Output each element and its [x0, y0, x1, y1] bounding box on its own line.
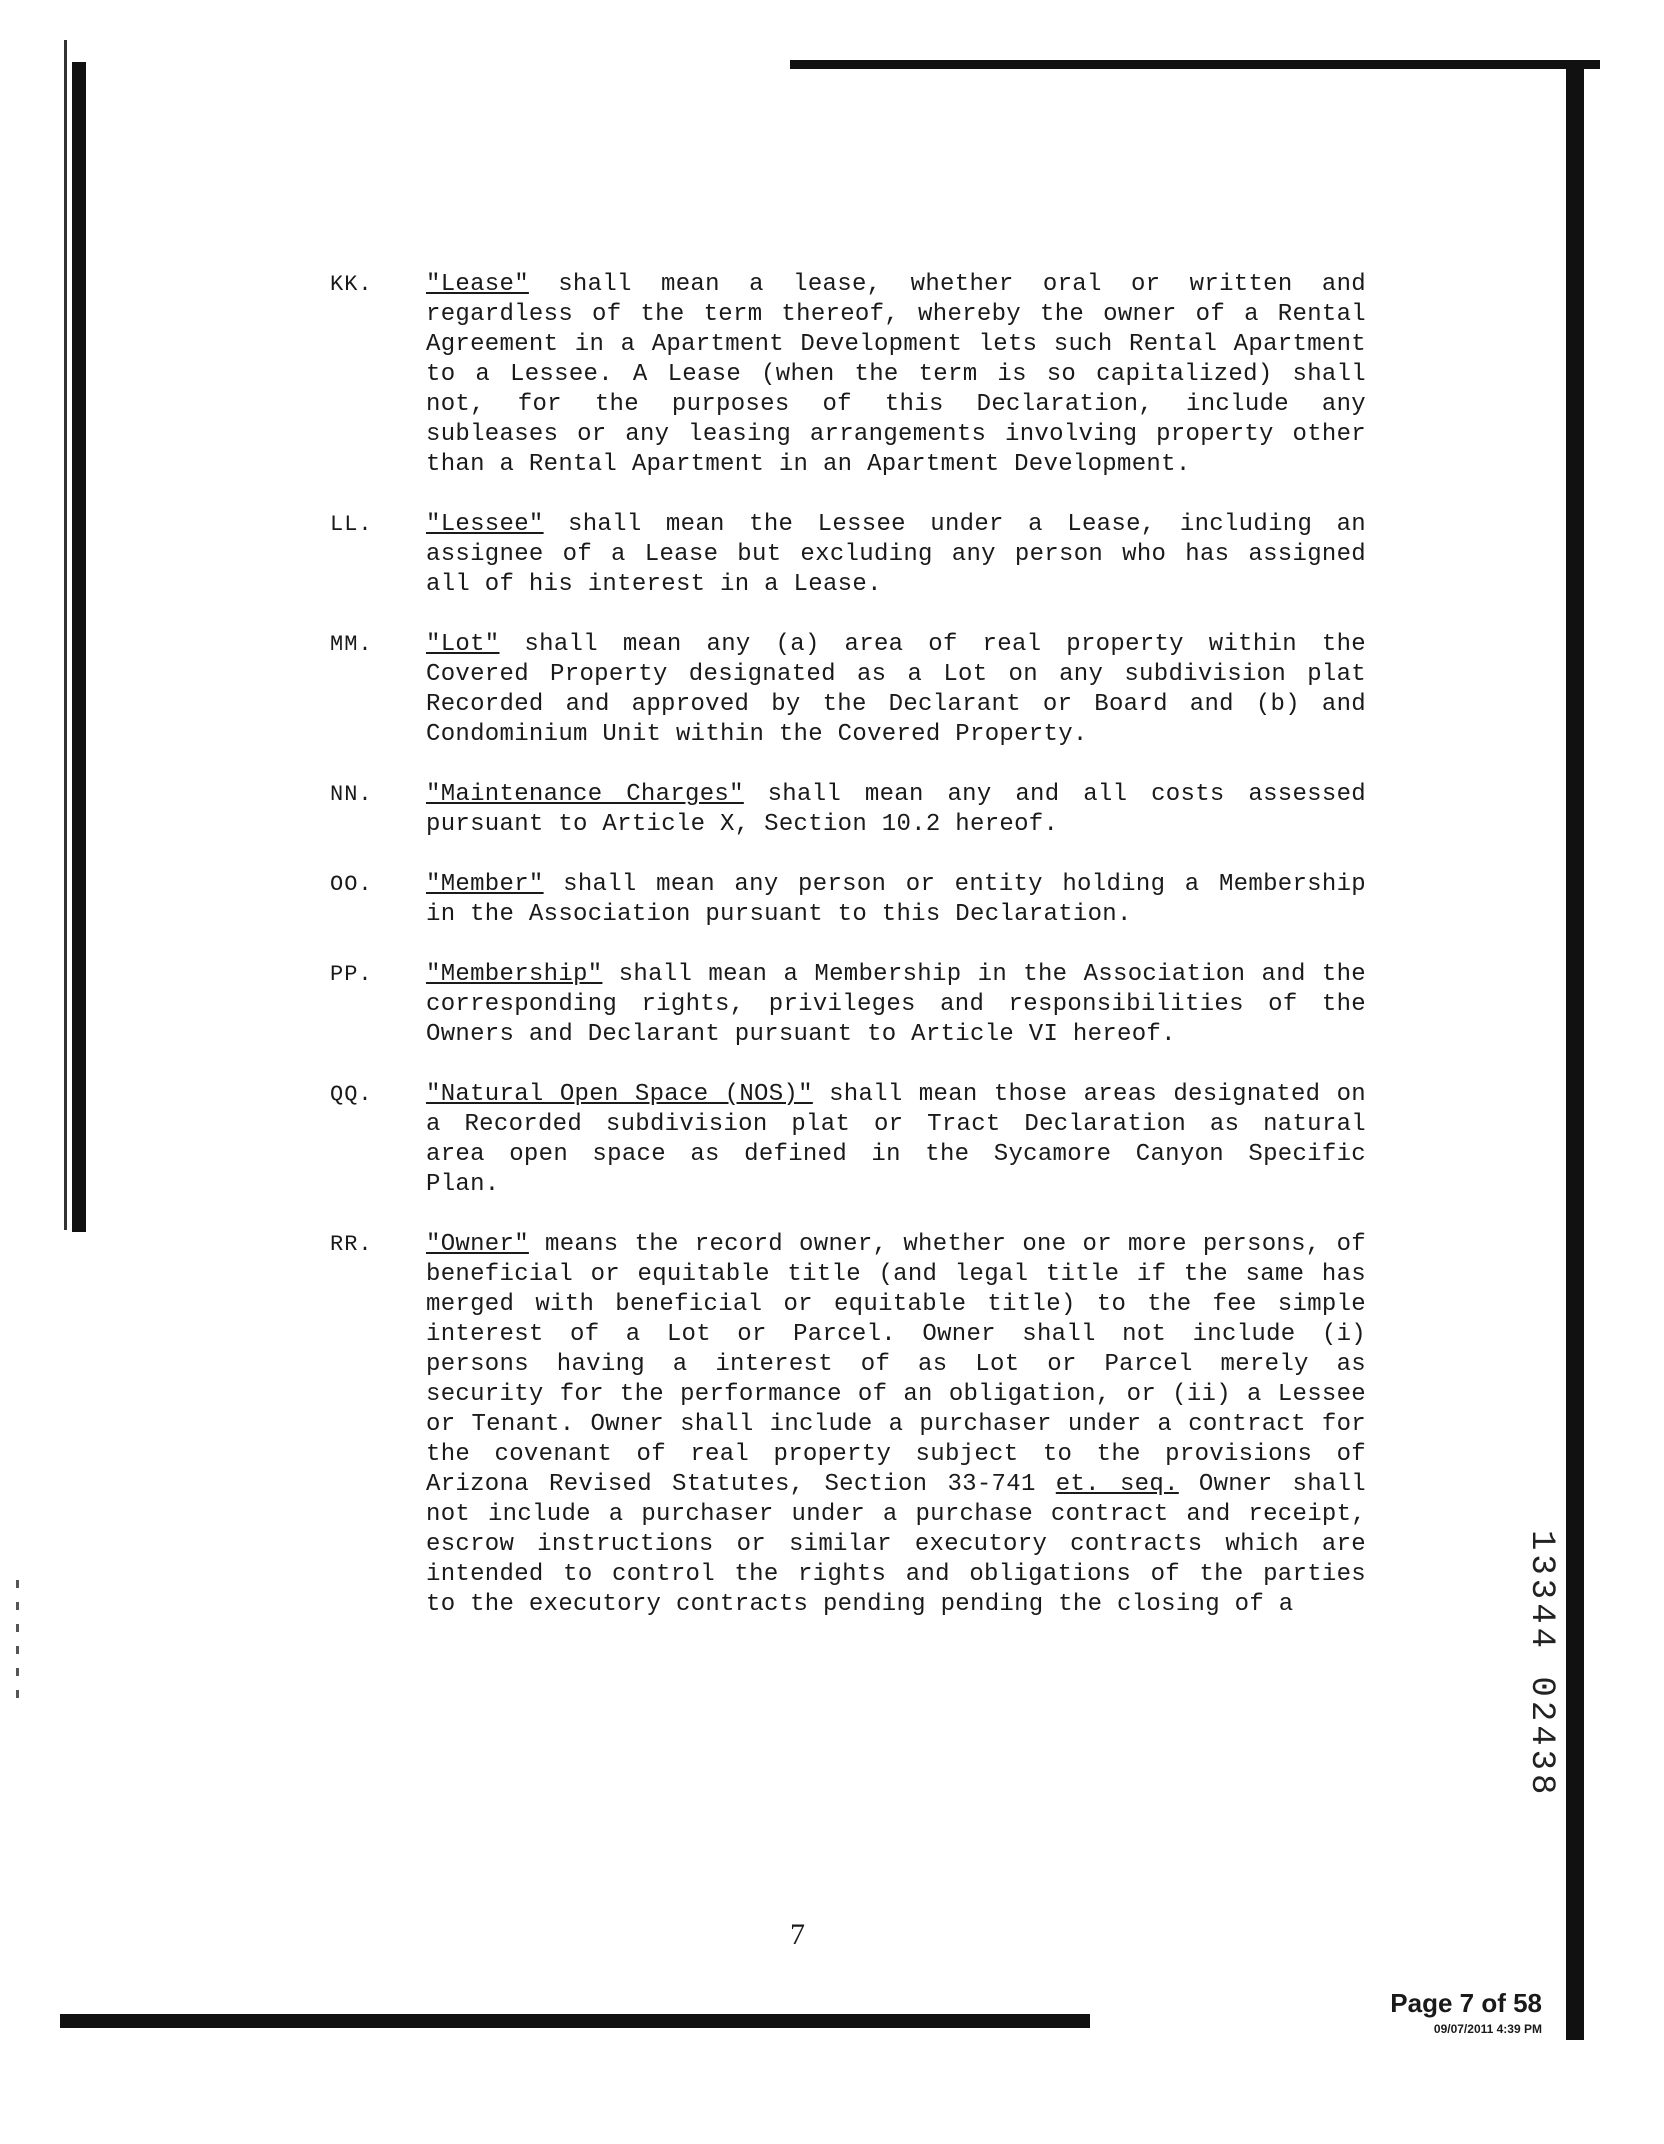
definition-text-continued: Owner shall not include a purchaser under a purchase contract and receipt, escrow instructions or similar executory contracts which are intended to control the rights and obligations of the parties to the executory contracts pending pending the closing of a — [426, 1471, 1367, 1618]
defined-term: "Maintenance Charges" — [426, 781, 744, 808]
citation-term: et. seq. — [1055, 1471, 1179, 1498]
definition-letter: NN. — [330, 782, 373, 807]
page-number: 7 — [790, 1918, 805, 1951]
scan-edge-bottom — [60, 2014, 1090, 2028]
definition-qq — [330, 1080, 1380, 1200]
definition-letter: LL. — [330, 512, 373, 537]
scan-marks — [16, 1580, 19, 1700]
definition-text: shall mean a lease, whether oral or written and regardless of the term thereof, whereby the owner of a Rental Agreement in a Apartment Development lets such Rental Apartment to a Lessee. A Lease (when the term is so capitalized) shall not, for the purposes of this Declaration, include any subleases or any leasing arrangements involving property other than a Rental Apartment in an Apartment Development. — [426, 271, 1366, 478]
definition-oo — [330, 870, 1380, 930]
footer-page-count: Page 7 of 58 — [1390, 1988, 1542, 2018]
defined-term: "Lease" — [426, 271, 529, 298]
definition-text: shall mean any person or entity holding a Membership in the Association pursuant to this Declaration. — [426, 871, 1366, 928]
footer-timestamp: 09/07/2011 4:39 PM — [1433, 2022, 1542, 2036]
scan-edge-line — [64, 40, 67, 1230]
defined-term: "Lessee" — [426, 511, 544, 538]
definition-rr — [330, 1230, 1380, 1620]
definition-kk — [330, 270, 1380, 480]
recording-number: 13344 02438 — [1522, 1530, 1560, 1799]
definition-text: shall mean the Lessee under a Lease, including an assignee of a Lease but excluding any person who has assigned all of his interest in a Lease. — [426, 511, 1366, 598]
definition-nn — [330, 780, 1380, 840]
definition-letter: MM. — [330, 632, 373, 657]
definition-letter: KK. — [330, 272, 373, 297]
defined-term: "Membership" — [426, 961, 603, 988]
definition-letter: RR. — [330, 1232, 373, 1257]
definition-text: means the record owner, whether one or more persons, of beneficial or equitable title (and legal title if the same has merged with beneficial or equitable title) to the fee simple interest of a Lot or Parcel. Owner shall not include (i) persons having a interest of as Lot or Parcel merely as security for the performance of an obligation, or (ii) a Lessee or Tenant. Owner shall include a purchaser under a contract for the covenant of real property subject to the provisions of Arizona Revised Statutes, Section 33-741 — [426, 1231, 1366, 1498]
scan-edge-left — [72, 62, 86, 1232]
definition-text: shall mean any (a) area of real property within the Covered Property designated as a Lot on any subdivision plat Recorded and approved by the Declarant or Board and (b) and Condominium Unit within the Covered Property. — [426, 631, 1366, 748]
defined-term: "Owner" — [426, 1231, 529, 1258]
definitions-list — [330, 270, 1380, 1650]
definition-letter: QQ. — [330, 1082, 373, 1107]
defined-term: "Lot" — [426, 631, 500, 658]
definition-text: shall mean a Membership in the Association and the corresponding rights, privileges and responsibilities of the Owners and Declarant pursuant to Article VI hereof. — [426, 961, 1366, 1048]
definition-letter: OO. — [330, 872, 373, 897]
definition-text: shall mean any and all costs assessed pursuant to Article X, Section 10.2 hereof. — [426, 781, 1366, 838]
definition-pp — [330, 960, 1380, 1050]
defined-term: "Natural Open Space (NOS)" — [426, 1081, 813, 1108]
scan-edge-top — [790, 60, 1600, 69]
definition-ll — [330, 510, 1380, 600]
definition-mm — [330, 630, 1380, 750]
definition-letter: PP. — [330, 962, 373, 987]
definition-text: shall mean those areas designated on a Recorded subdivision plat or Tract Declaration as natural area open space as defined in the Sycamore Canyon Specific Plan. — [426, 1081, 1366, 1198]
defined-term: "Member" — [426, 871, 544, 898]
scan-edge-right — [1566, 60, 1584, 2040]
